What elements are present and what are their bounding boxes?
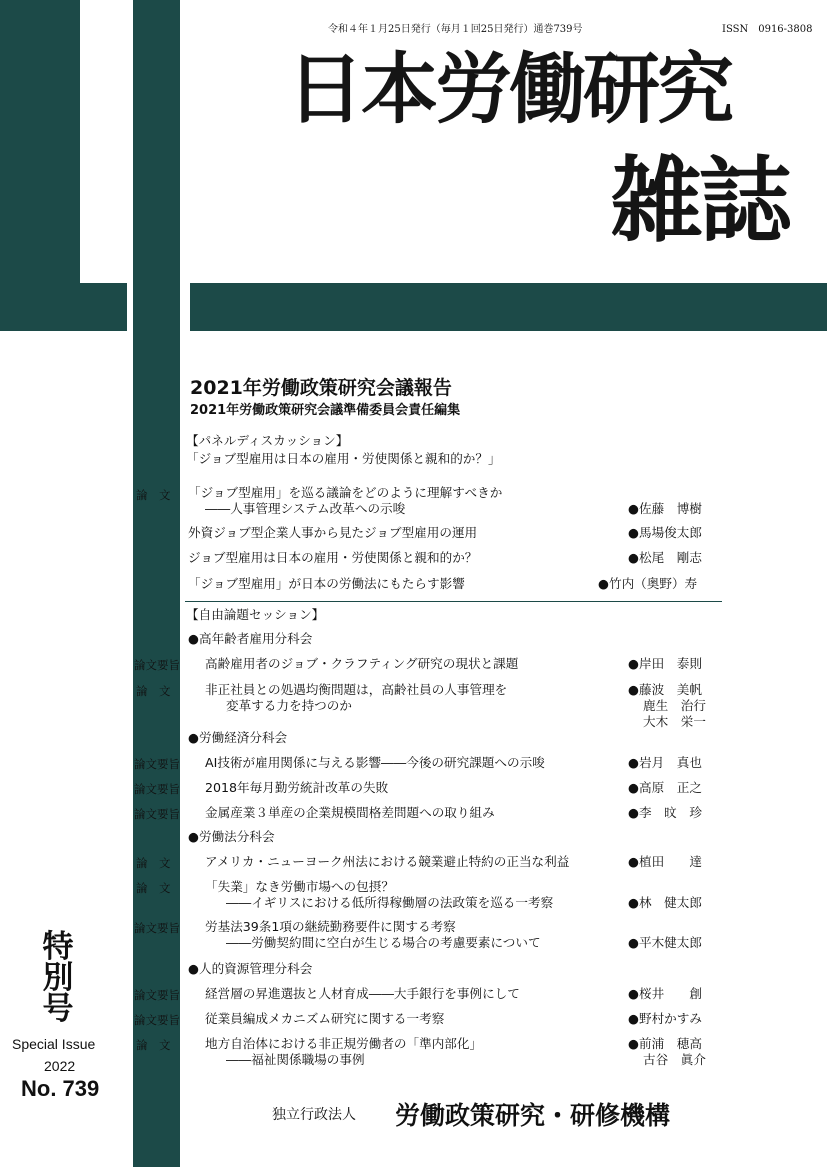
- subcommittee-heading: ●労働経済分科会: [188, 730, 288, 745]
- article-category: 論 文: [136, 684, 171, 698]
- article-category: 論文要旨: [134, 807, 180, 821]
- article-subtitle: ――労働契約間に空白が生じる場合の考慮要素について: [226, 935, 541, 950]
- article-title[interactable]: 「ジョブ型雇用」が日本の労働法にもたらす影響: [188, 576, 465, 591]
- article-title[interactable]: 「ジョブ型雇用」を巡る議論をどのように理解すべきか: [188, 485, 503, 500]
- subcommittee-heading: ●人的資源管理分科会: [188, 961, 313, 976]
- article-title[interactable]: ジョブ型雇用は日本の雇用・労使関係と親和的か？: [188, 550, 478, 565]
- issue-date-line: 令和４年１月25日発行（毎月１回25日発行）通巻739号: [328, 24, 583, 35]
- special-issue-label: 特 別 号: [42, 929, 74, 1027]
- article-author: ●林 健太郎: [628, 895, 702, 910]
- article-subtitle: 変革する力を持つのか: [226, 698, 352, 713]
- frame-band-left: [0, 283, 127, 331]
- article-title[interactable]: 非正社員との処遇均衡問題は，高齢社員の人事管理を: [205, 682, 508, 697]
- panel-theme: 「ジョブ型雇用は日本の雇用・労使関係と親和的か？」: [186, 451, 501, 466]
- article-title[interactable]: 外資ジョブ型企業人事から見たジョブ型雇用の運用: [188, 525, 478, 540]
- article-author: ●李 旼 珍: [628, 805, 702, 820]
- article-category: 論文要旨: [134, 658, 180, 672]
- article-author: ●岸田 泰則: [628, 656, 702, 671]
- section-divider: [185, 601, 722, 602]
- article-author: ●桜井 創: [628, 986, 702, 1001]
- article-title[interactable]: 金属産業３単産の企業規模間格差問題への取り組み: [205, 805, 495, 820]
- article-title[interactable]: 労基法39条1項の継続勤務要件に関する考察: [205, 919, 456, 934]
- article-category: 論文要旨: [134, 1013, 180, 1027]
- special-issue-en: Special Issue: [12, 1036, 96, 1052]
- article-category: 論 文: [136, 881, 171, 895]
- article-subtitle: ――イギリスにおける低所得稼働層の法政策を巡る一考察: [226, 895, 554, 910]
- article-subtitle: ――福祉関係職場の事例: [226, 1052, 365, 1067]
- journal-title-line2: 雑誌: [610, 147, 788, 255]
- report-subtitle: 2021年労働政策研究会議準備委員会責任編集: [190, 403, 461, 418]
- article-author: ●野村かすみ: [628, 1011, 702, 1026]
- publisher-type: 独立行政法人: [272, 1107, 356, 1123]
- issn: ISSN 0916-3808: [722, 24, 813, 35]
- article-title[interactable]: AI技術が雇用関係に与える影響――今後の研究課題への示唆: [205, 755, 545, 770]
- article-title[interactable]: 高齢雇用者のジョブ・クラフティング研究の現状と課題: [205, 656, 519, 671]
- journal-title-line1: 日本労働研究: [287, 46, 731, 135]
- frame-bar-left: [0, 0, 80, 283]
- article-author: ●前浦 穂高: [628, 1036, 702, 1051]
- article-author: ●植田 達: [628, 854, 702, 869]
- frame-band-right: [190, 283, 827, 331]
- subcommittee-heading: ●高年齢者雇用分科会: [188, 631, 313, 646]
- article-author: ●高原 正之: [628, 780, 702, 795]
- article-category: 論文要旨: [134, 988, 180, 1002]
- article-author: ●平木健太郎: [628, 935, 702, 950]
- article-author: ●馬場俊太郎: [628, 525, 702, 540]
- issue-number: No. 739: [21, 1076, 100, 1101]
- article-title[interactable]: 「失業」なき労働市場への包摂？: [205, 879, 394, 894]
- article-category: 論文要旨: [134, 782, 180, 796]
- article-title[interactable]: アメリカ・ニューヨーク州法における競業避止特約の正当な利益: [205, 854, 570, 869]
- panel-heading: 【パネルディスカッション】: [186, 433, 349, 448]
- article-author: 鹿生 治行: [643, 698, 706, 713]
- article-category: 論 文: [136, 1038, 171, 1052]
- article-title[interactable]: 従業員編成メカニズム研究に関する一考察: [205, 1011, 445, 1026]
- article-title[interactable]: 2018年毎月勤労統計改革の失敗: [205, 780, 389, 795]
- article-subtitle: ――人事管理システム改革への示唆: [205, 501, 406, 516]
- article-author: ●松尾 剛志: [628, 550, 702, 565]
- article-author: 古谷 眞介: [643, 1052, 706, 1067]
- subcommittee-heading: ●労働法分科会: [188, 829, 275, 844]
- report-title: 2021年労働政策研究会議報告: [190, 377, 452, 399]
- article-category: 論 文: [136, 488, 171, 502]
- article-author: 大木 栄一: [643, 714, 706, 729]
- article-title[interactable]: 経営層の昇進選抜と人材育成――大手銀行を事例にして: [205, 986, 520, 1001]
- publisher-name: 労働政策研究・研修機構: [395, 1101, 671, 1130]
- article-title[interactable]: 地方自治体における非正規労働者の「準内部化」: [205, 1036, 483, 1051]
- article-author: ●藤波 美帆: [628, 682, 702, 697]
- article-author: ●佐藤 博樹: [628, 501, 702, 516]
- article-category: 論文要旨: [134, 921, 180, 935]
- article-author: ●岩月 真也: [628, 755, 702, 770]
- free-session-heading: 【自由論題セッション】: [186, 607, 325, 622]
- article-category: 論文要旨: [134, 757, 180, 771]
- article-author: ●竹内（奥野）寿: [598, 576, 698, 591]
- article-category: 論 文: [136, 856, 171, 870]
- issue-year: 2022: [44, 1058, 76, 1074]
